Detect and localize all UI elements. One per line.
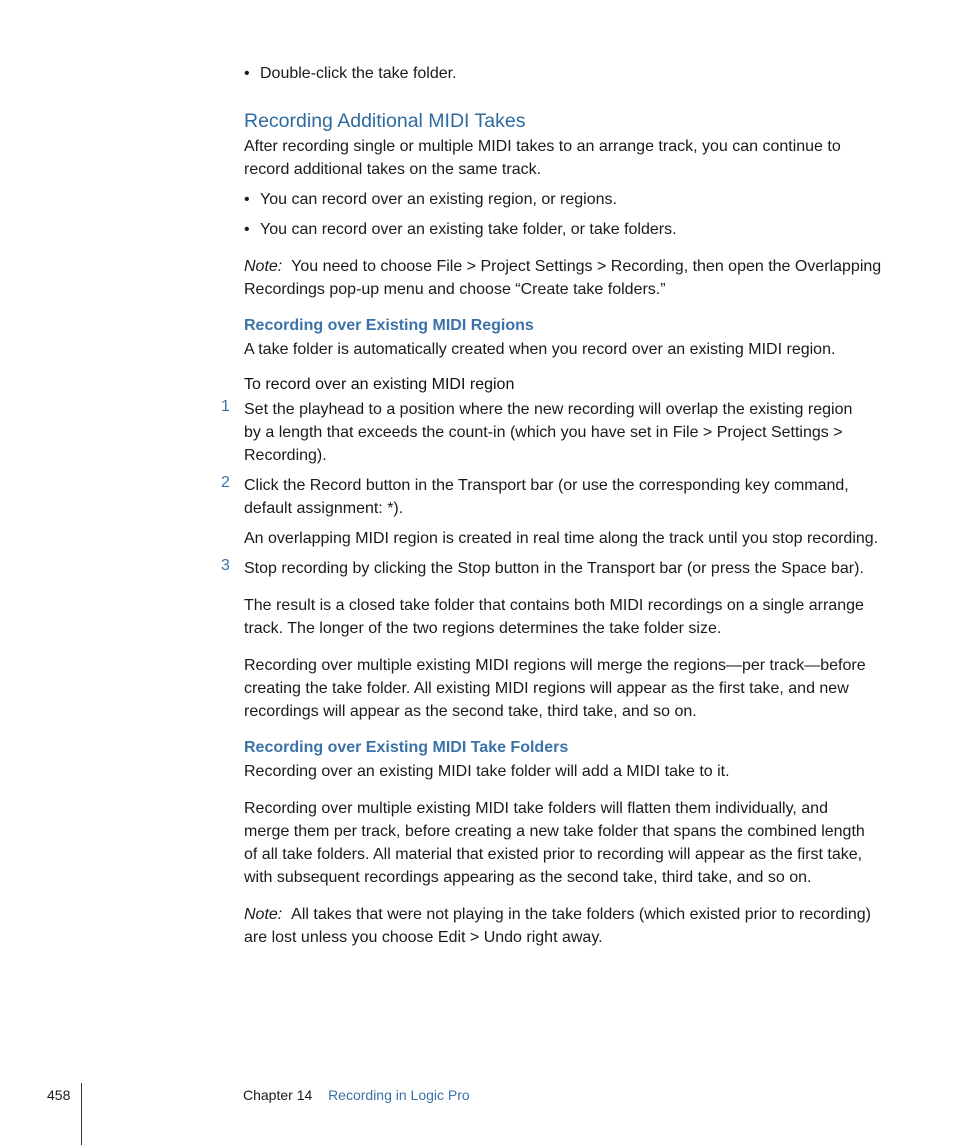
task-title: To record over an existing MIDI region — [244, 376, 515, 393]
text-line: record additional takes on the same track. — [244, 161, 542, 178]
note-line: are lost unless you choose Edit > Undo right away. — [244, 929, 603, 946]
bullet-marker: • — [244, 65, 250, 82]
bullet-marker: • — [244, 191, 250, 208]
bullet-text: You can record over an existing take folder, or take folders. — [260, 221, 677, 238]
step-number: 3 — [221, 557, 230, 574]
text-line: Recording). — [244, 447, 327, 464]
footer-divider — [81, 1083, 82, 1145]
subsection-intro: A take folder is automatically created when you record over an existing MIDI region. — [244, 341, 836, 358]
bullet-marker: • — [244, 221, 250, 238]
step-number: 1 — [221, 398, 230, 415]
bullet-item — [244, 218, 677, 241]
text-line: of all take folders. All material that existed prior to recording will appear as the first take, — [244, 846, 863, 863]
note-line — [244, 903, 884, 926]
paragraph — [244, 654, 884, 723]
subsection-heading: Recording over Existing MIDI Regions — [244, 317, 534, 334]
text-line: The result is a closed take folder that contains both MIDI recordings on a single arrange — [244, 597, 864, 614]
text-line: creating the take folder. All existing MIDI regions will appear as the first take, and new — [244, 680, 849, 697]
step-text — [244, 398, 884, 467]
note-line — [244, 255, 884, 278]
note-label: Note: — [244, 906, 283, 923]
paragraph — [244, 594, 884, 640]
text-line: merge them per track, before creating a new take folder that spans the combined length — [244, 823, 865, 840]
subsection-intro: Recording over an existing MIDI take folder will add a MIDI take to it. — [244, 763, 730, 780]
text-line: Recording over multiple existing MIDI take folders will flatten them individually, and — [244, 800, 828, 817]
step-text — [244, 474, 884, 520]
paragraph — [244, 797, 884, 889]
step-result: An overlapping MIDI region is created in real time along the track until you stop recording. — [244, 530, 879, 547]
text-line: default assignment: *). — [244, 500, 404, 517]
note-text: You need to choose File > Project Settings > Recording, then open the Overlapping — [291, 258, 882, 275]
note-line: Recordings pop-up menu and choose “Create take folders.” — [244, 281, 666, 298]
section-intro — [244, 135, 884, 181]
text-line: by a length that exceeds the count-in (which you have set in File > Project Settings > — [244, 424, 843, 441]
subsection-heading: Recording over Existing MIDI Take Folders — [244, 739, 569, 756]
note — [244, 903, 884, 949]
note-text: All takes that were not playing in the take folders (which existed prior to recording) — [291, 906, 871, 923]
note-label: Note: — [244, 258, 283, 275]
bullet-item — [244, 188, 617, 211]
section-heading: Recording Additional MIDI Takes — [244, 110, 526, 132]
bullet-text: You can record over an existing region, or regions. — [260, 191, 617, 208]
text-line: Set the playhead to a position where the new recording will overlap the existing region — [244, 401, 853, 418]
text-line: After recording single or multiple MIDI takes to an arrange track, you can continue to — [244, 138, 841, 155]
chapter-label: Chapter 14 — [243, 1087, 313, 1103]
page-number: 458 — [47, 1087, 71, 1103]
text-line: with subsequent recordings appearing as the second take, third take, and so on. — [244, 869, 812, 886]
note — [244, 255, 884, 301]
chapter-title: Recording in Logic Pro — [328, 1087, 470, 1103]
text-line: Click the Record button in the Transport bar (or use the corresponding key command, — [244, 477, 849, 494]
step-text: Stop recording by clicking the Stop button in the Transport bar (or press the Space bar). — [244, 560, 864, 577]
step-number: 2 — [221, 474, 230, 491]
text-line: track. The longer of the two regions determines the take folder size. — [244, 620, 722, 637]
text-line: Recording over multiple existing MIDI regions will merge the regions—per track—before — [244, 657, 866, 674]
text-line: recordings will appear as the second take, third take, and so on. — [244, 703, 697, 720]
bullet-item — [244, 62, 457, 85]
bullet-text: Double-click the take folder. — [260, 65, 457, 82]
footer-chapter — [243, 1087, 470, 1103]
